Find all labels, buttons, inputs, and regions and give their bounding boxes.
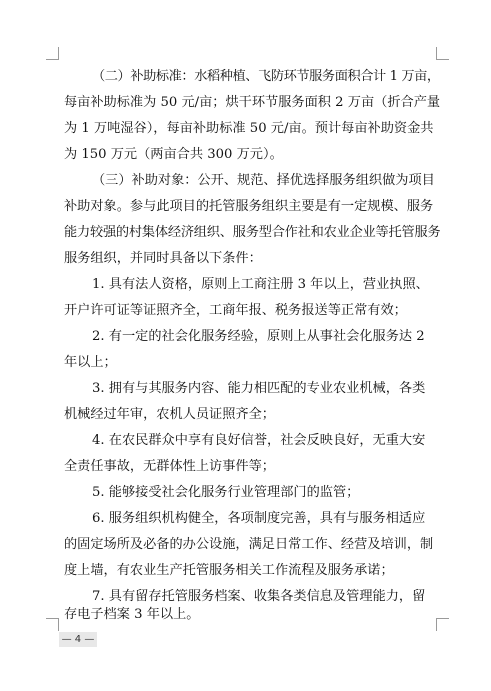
text-line: 补助对象。参与此项目的托管服务组织主要是有一定规模、服务	[64, 199, 434, 214]
text-line: 年以上；	[64, 355, 117, 370]
text-line: 服务组织，并同时具备以下条件：	[64, 251, 262, 266]
text-line: 度上墙，有农业生产托管服务相关工作流程及服务承诺；	[64, 563, 394, 578]
text-line: 机械经过年审，农机人员证照齐全；	[64, 407, 275, 422]
text-line: 6. 服务组织机构健全，各项制度完善，具有与服务相适应	[92, 511, 426, 526]
text-line: 开户许可证等证照齐全，工商年报、税务报送等正常有效；	[64, 303, 407, 318]
crop-mark-bottom-left	[46, 618, 59, 631]
text-line: 2. 有一定的社会化服务经验，原则上从事社会化服务达 2	[92, 329, 425, 344]
text-line: 4. 在农民群众中享有良好信誉，社会反映良好，无重大安	[92, 433, 426, 448]
crop-mark-top-left	[46, 47, 59, 60]
text-line: 每亩补助标准为 50 元/亩；烘干环节服务面积 2 万亩（折合产量	[64, 95, 440, 110]
text-line: 存电子档案 3 年以上。	[64, 607, 200, 622]
text-line: 为 150 万元（两亩合共 300 万元）。	[64, 147, 283, 162]
text-line: 为 1 万吨湿谷），每亩补助标准 50 元/亩。预计每亩补助资金共	[64, 121, 434, 136]
page-number: — 4 —	[59, 632, 97, 647]
crop-mark-top-right	[436, 47, 449, 60]
text-line: （二）补助标准：水稻种植、飞防环节服务面积合计 1 万亩，	[92, 69, 440, 84]
text-line: 7. 具有留存托管服务档案、收集各类信息及管理能力，留	[92, 589, 426, 604]
text-line: 1. 具有法人资格，原则上工商注册 3 年以上，营业执照、	[92, 277, 429, 292]
text-line: （三）补助对象：公开、规范、择优选择服务组织做为项目	[92, 173, 435, 188]
text-line: 能力较强的村集体经济组织、服务型合作社和农业企业等托管服务	[64, 225, 440, 240]
text-line: 的固定场所及必备的办公设施，满足日常工作、经营及培训，制	[64, 537, 434, 552]
text-line: 全责任事故，无群体性上访事件等；	[64, 459, 275, 474]
text-line: 3. 拥有与其服务内容、能力相匹配的专业农业机械，各类	[92, 381, 426, 396]
text-line: 5. 能够接受社会化服务行业管理部门的监管；	[92, 485, 360, 500]
